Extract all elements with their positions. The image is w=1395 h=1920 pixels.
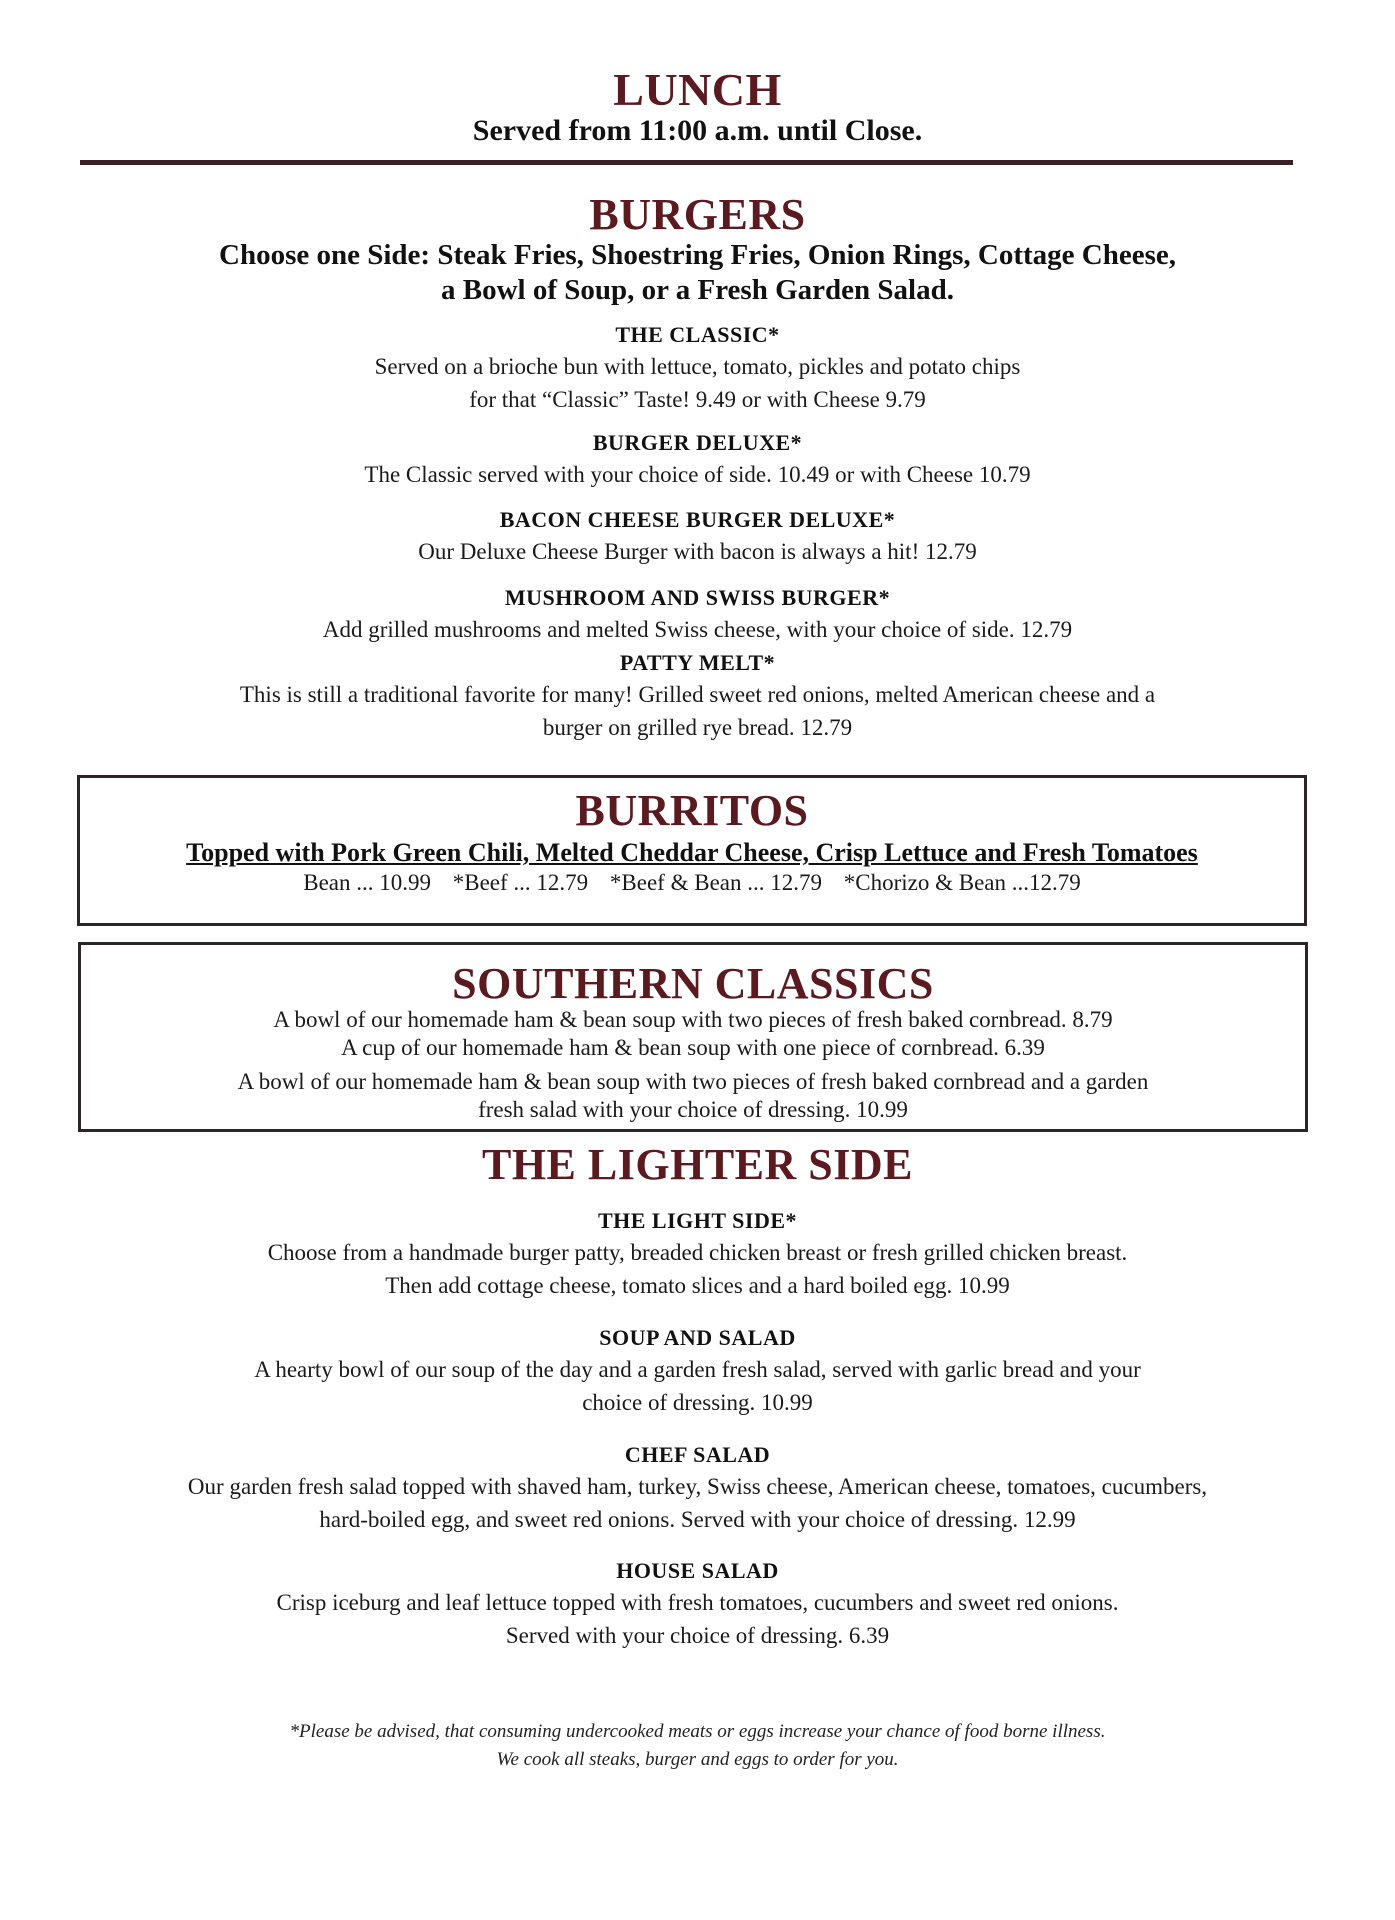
item-desc: Our Deluxe Cheese Burger with bacon is always a hit! 12.79 <box>418 539 977 564</box>
item-desc: Then add cottage cheese, tomato slices and a hard boiled egg. 10.99 <box>385 1273 1010 1298</box>
item-name: SOUP AND SALAD <box>599 1325 796 1350</box>
southern-classics-box <box>78 942 1308 1132</box>
item-desc: Served with your choice of dressing. 6.39 <box>505 1623 890 1648</box>
item-name: PATTY MELT* <box>619 650 776 675</box>
burrito-price-beef-bean: *Beef & Bean ... 12.79 <box>609 870 822 895</box>
disclaimer-line1: *Please be advised, that consuming undercooked meats or eggs increase your chance of food borne illness. <box>289 1721 1106 1742</box>
southern-line: A cup of our homemade ham & bean soup with one piece of cornbread. 6.39 <box>341 1035 1045 1060</box>
item-desc: Crisp iceburg and leaf lettuce topped with fresh tomatoes, cucumbers and sweet red onions. <box>276 1590 1119 1615</box>
burgers-sides-line1: Choose one Side: Steak Fries, Shoestring Fries, Onion Rings, Cottage Cheese, <box>219 239 1176 271</box>
menu-item-the-classic <box>60 320 1335 416</box>
burritos-box <box>77 775 1307 926</box>
lighter-side-title: THE LIGHTER SIDE <box>481 1140 914 1189</box>
southern-line: fresh salad with your choice of dressing. 10.99 <box>478 1097 908 1122</box>
item-desc: burger on grilled rye bread. 12.79 <box>542 715 853 740</box>
item-name: CHEF SALAD <box>624 1442 771 1467</box>
item-name: HOUSE SALAD <box>616 1558 779 1583</box>
item-name: BURGER DELUXE* <box>592 430 803 455</box>
item-name: THE LIGHT SIDE* <box>597 1208 798 1233</box>
burrito-price-beef: *Beef ... 12.79 <box>452 870 589 895</box>
burritos-topping: Topped with Pork Green Chili, Melted Cheddar Cheese, Crisp Lettuce and Fresh Tomatoes <box>186 838 1198 867</box>
burrito-price-bean: Bean ... 10.99 <box>303 870 431 895</box>
burgers-title: BURGERS <box>589 190 806 239</box>
southern-line: A bowl of our homemade ham & bean soup with two pieces of fresh baked cornbread. 8.79 <box>273 1007 1113 1032</box>
burgers-sides-line2: a Bowl of Soup, or a Fresh Garden Salad. <box>441 274 954 306</box>
item-desc: Served on a brioche bun with lettuce, tomato, pickles and potato chips <box>374 354 1021 379</box>
menu-item-the-light-side <box>60 1206 1335 1302</box>
menu-item-bacon-cheese-burger-deluxe <box>60 505 1335 568</box>
menu-item-chef-salad <box>20 1440 1375 1536</box>
header-divider <box>80 160 1293 165</box>
item-name: BACON CHEESE BURGER DELUXE* <box>499 507 896 532</box>
item-desc: Add grilled mushrooms and melted Swiss cheese, with your choice of side. 12.79 <box>322 617 1073 642</box>
item-desc: The Classic served with your choice of side. 10.49 or with Cheese 10.79 <box>364 462 1031 487</box>
lunch-title: LUNCH <box>613 64 782 115</box>
lunch-hours: Served from 11:00 a.m. until Close. <box>472 114 923 147</box>
item-desc: hard-boiled egg, and sweet red onions. Served with your choice of dressing. 12.99 <box>319 1507 1076 1532</box>
item-name: THE CLASSIC* <box>615 322 780 347</box>
food-safety-disclaimer <box>0 1718 1395 1774</box>
item-desc: This is still a traditional favorite for many! Grilled sweet red onions, melted American cheese and a <box>239 682 1156 707</box>
burritos-prices <box>80 870 1304 896</box>
menu-item-house-salad <box>60 1556 1335 1652</box>
southern-classics-title: SOUTHERN CLASSICS <box>452 959 934 1008</box>
menu-item-soup-and-salad <box>60 1323 1335 1419</box>
burritos-title: BURRITOS <box>575 786 809 835</box>
burrito-price-chorizo-bean: *Chorizo & Bean ...12.79 <box>843 870 1081 895</box>
item-desc: Choose from a handmade burger patty, breaded chicken breast or fresh grilled chicken breast. <box>267 1240 1128 1265</box>
item-desc: choice of dressing. 10.99 <box>582 1390 813 1415</box>
item-desc: A hearty bowl of our soup of the day and a garden fresh salad, served with garlic bread and your <box>254 1357 1141 1382</box>
item-desc: Our garden fresh salad topped with shaved ham, turkey, Swiss cheese, American cheese, tomatoes, cucumbers, <box>187 1474 1208 1499</box>
menu-item-mushroom-swiss-burger <box>60 583 1335 646</box>
menu-item-burger-deluxe <box>60 428 1335 491</box>
item-name: MUSHROOM AND SWISS BURGER* <box>504 585 891 610</box>
burgers-sides <box>130 238 1265 308</box>
disclaimer-line2: We cook all steaks, burger and eggs to order for you. <box>496 1749 899 1770</box>
southern-line: A bowl of our homemade ham & bean soup with two pieces of fresh baked cornbread and a garden <box>237 1069 1149 1094</box>
menu-item-patty-melt <box>60 648 1335 744</box>
item-desc: for that “Classic” Taste! 9.49 or with Cheese 9.79 <box>469 387 926 412</box>
